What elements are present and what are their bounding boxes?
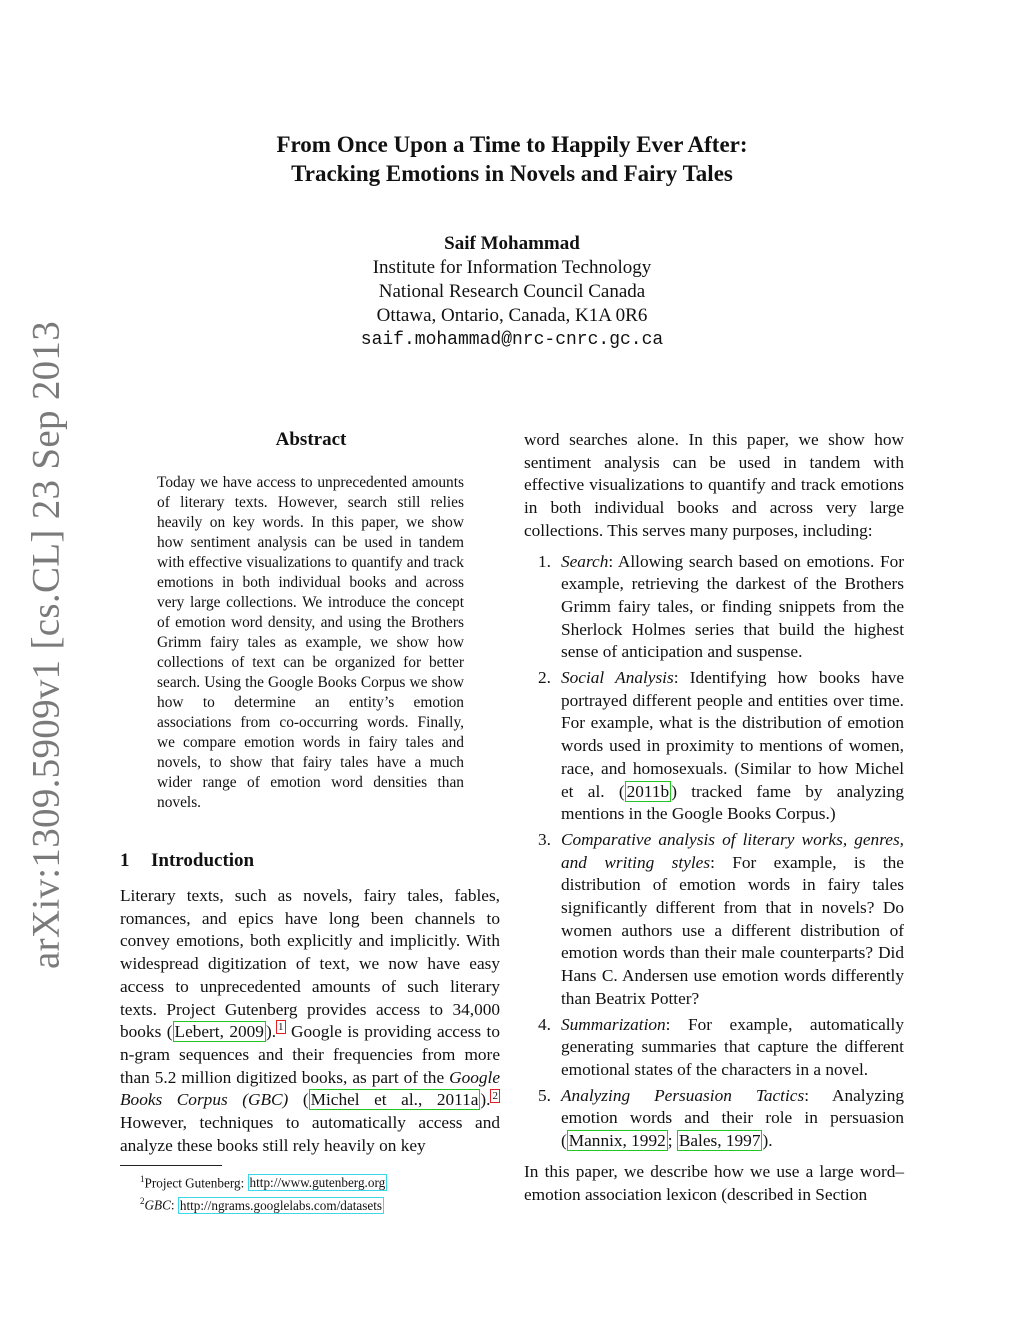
citation-lebert-2009[interactable]: Lebert, 2009 bbox=[174, 1022, 264, 1042]
section-number: 1 bbox=[120, 850, 130, 871]
intro-right-column bbox=[524, 429, 904, 1206]
citation-mannix-1992[interactable]: Mannix, 1992 bbox=[568, 1131, 666, 1151]
list-item: 3. Comparative analysis of literary works, genres, and writing styles: For example, is the distribution of emotion words in fairy tales significantly different from that in novels? Do women authors use a different distribution of emotion words than their male counterparts? Did Hans C. Andersen use emotion words differently than Beatrix Potter? bbox=[538, 829, 904, 1008]
citation-michel-2011b[interactable]: 2011b bbox=[626, 781, 670, 801]
footnote-ref-1[interactable]: 1 bbox=[278, 1021, 284, 1034]
uses-list bbox=[524, 551, 904, 1153]
footnote-1: $^1$Project Gutenberg: http://www.gutenberg.org bbox=[140, 1174, 386, 1191]
list-item: 5. Analyzing Persuasion Tactics: Analyzing emotion words and their role in persuasion ( Mannix, 1992 ; Bales, 1997 ). bbox=[538, 1085, 905, 1151]
author-address: Ottawa, Ontario, Canada, K1A 0R6 bbox=[376, 305, 648, 326]
link-ngrams-datasets[interactable]: http://ngrams.googlelabs.com/datasets bbox=[179, 1197, 383, 1213]
list-item: 4. Summarization: For example, automatically generating summaries that capture the different emotional states of the characters in a novel. bbox=[538, 1014, 904, 1079]
paper-title-line-1: From Once Upon a Time to Happily Ever After: bbox=[276, 132, 748, 157]
link-gutenberg[interactable]: http://www.gutenberg.org bbox=[249, 1175, 386, 1191]
list-item: 1. Search: Allowing search based on emotions. For example, retrieving the darkest of the Brothers Grimm fairy tales, or finding snippets from the Sherlock Holmes series that build the highest sense of anticipation and suspense. bbox=[538, 551, 904, 662]
section-title: Introduction bbox=[151, 850, 255, 871]
list-item: 2. Social Analysis: Identifying how books have portrayed different people and entities over time. For example, what is the distribution of emotion words used in proximity to mentions of women, race, and homosexuals. (Similar to how Michel et al. ( 2011b ) tracked fame by analyzing mentions in the Google Books Corpus.) bbox=[538, 668, 904, 824]
abstract-text: Today we have access to unprecedented amounts of literary texts. However, search still relies heavily on key words. In this paper, we show how sentiment analysis can be used in tandem with effective visualizations to quantify and track emotions in both individual books and across very large collections. We introduce the concept of emotion word density, and using the Brothers Grimm fairy tales as example, we show how collections of text can be organized for better search. Using the Google Books Corpus we show how to determine an entity’s emotion associations from co-occurring words. Finally, we compare emotion words in fairy tales and novels, to show that fairy tales have a much wider range of emotion word densities than novels. bbox=[157, 474, 464, 811]
paper-title-line-2: Tracking Emotions in Novels and Fairy Tales bbox=[291, 161, 733, 186]
footnote-divider bbox=[120, 1165, 222, 1166]
citation-michel-2011a[interactable]: Michel et al., 2011a bbox=[310, 1090, 479, 1110]
footnote-ref-2[interactable]: 2 bbox=[492, 1089, 498, 1102]
section-heading-introduction bbox=[120, 850, 254, 872]
intro-left-column bbox=[120, 885, 500, 1157]
abstract-heading: Abstract bbox=[275, 429, 347, 450]
author-affiliation-1: Institute for Information Technology bbox=[372, 257, 652, 278]
footnote-2: $^2$GBC: http://ngrams.googlelabs.com/datasets bbox=[140, 1196, 383, 1213]
intro-paragraph-2: In this paper, we describe how we use a large word–emotion association lexicon (described in Section bbox=[524, 1161, 904, 1204]
intro-paragraph-1: Literary texts, such as novels, fairy tales, fables, romances, and epics have long been channels to convey emotions, both explicitly and implicitly. With widespread digitization of text, we now have easy access to unprecedented amounts of such literary texts. Project Gutenberg provides access to 34,000 books ( Lebert, 2009 ). $^1$ Google is providing access to n-gram sequences and their frequencies from more than 5.2 million digitized books, as part of the Google Books Corpus (GBC) ( Michel et al., 2011a ). $^2$ However, techniques to automatically access and analyze these books still rely heavily on key bbox=[120, 886, 500, 1155]
author-email: saif.mohammad@nrc-cnrc.gc.ca bbox=[360, 330, 664, 350]
citation-bales-1997[interactable]: Bales, 1997 bbox=[678, 1131, 761, 1151]
arxiv-identifier: arXiv:1309.5909v1 [cs.CL] 23 Sep 2013 bbox=[24, 320, 68, 970]
footnotes bbox=[140, 1170, 387, 1215]
intro-paragraph-1-continued: word searches alone. In this paper, we show how sentiment analysis can be used in tandem with effective visualizations to quantify and track emotions in both individual books and across very large collections. This serves many purposes, including: bbox=[524, 430, 904, 540]
author-name: Saif Mohammad bbox=[444, 233, 580, 254]
author-affiliation-2: National Research Council Canada bbox=[378, 281, 646, 302]
